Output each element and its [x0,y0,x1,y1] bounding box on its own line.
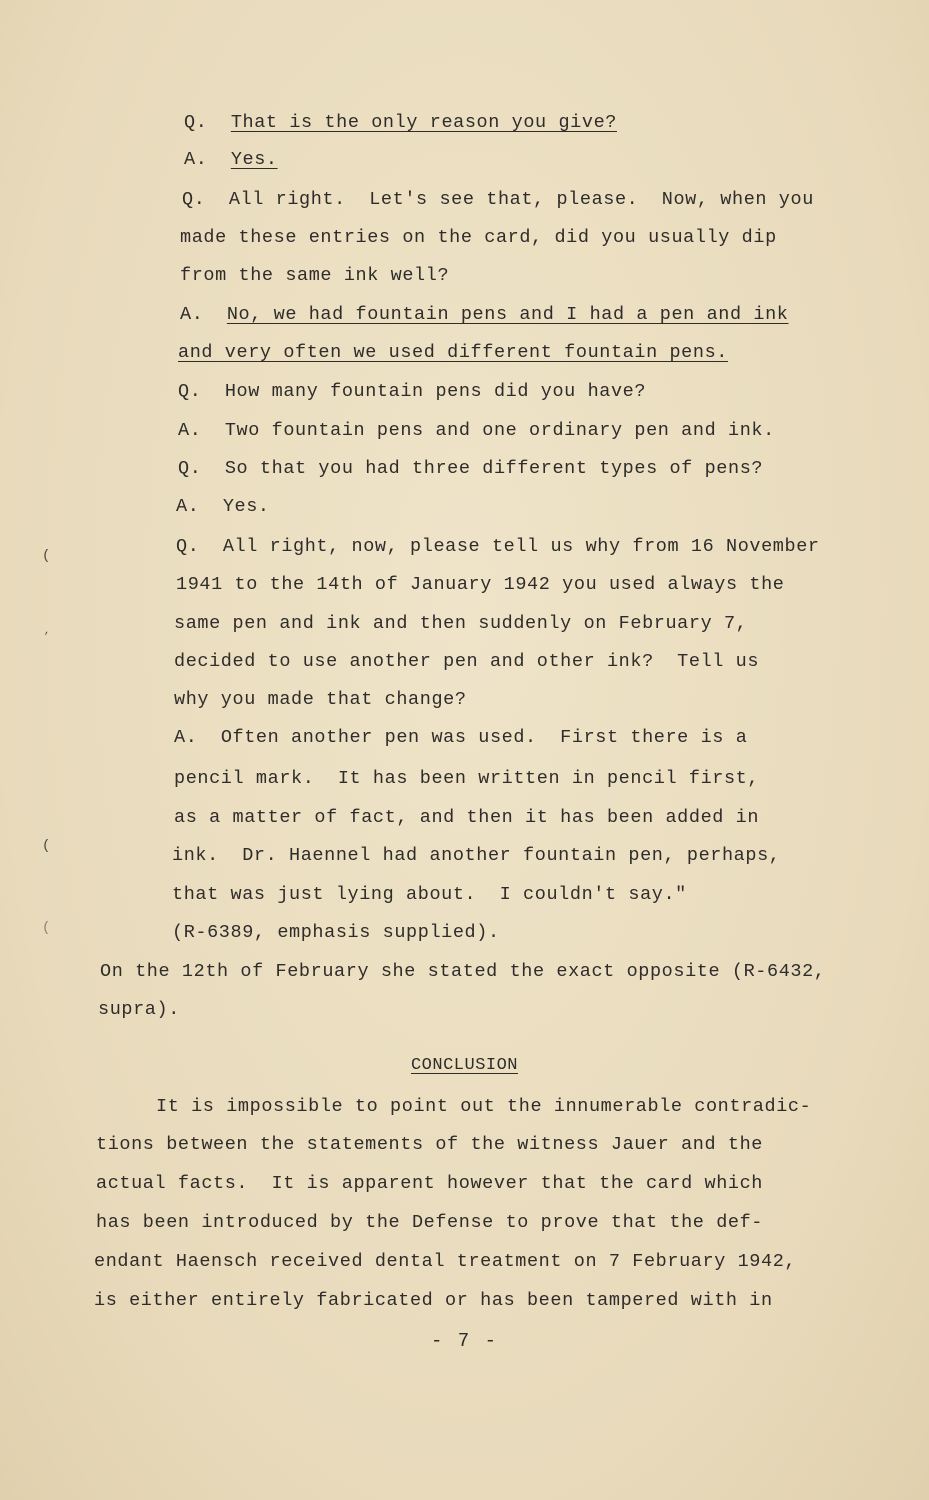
margin-speck: , [44,626,51,637]
page-number: - 7 - [430,1330,498,1352]
conclusion-line: It is impossible to point out the innumerable contradic- [156,1096,812,1117]
body-text-line: On the 12th of February she stated the exact opposite (R-6432, [100,961,826,982]
transcript-line: decided to use another pen and other ink? Tell us [174,651,760,672]
transcript-line: ink. Dr. Haennel had another fountain pen, perhaps, [172,845,781,866]
transcript-line: same pen and ink and then suddenly on February 7, [174,613,748,634]
conclusion-line: endant Haensch received dental treatment on 7 February 1942, [94,1251,797,1272]
transcript-line: 1941 to the 14th of January 1942 you used always the [176,574,785,595]
transcript-line-a5: A. Often another pen was used. First there is a [174,727,748,748]
margin-speck: ( [42,838,51,854]
transcript-line: made these entries on the card, did you usually dip [180,227,777,248]
transcript-line: that was just lying about. I couldn't say." [172,884,687,905]
transcript-citation: (R-6389, emphasis supplied). [172,922,500,943]
transcript-line-a1: A. Yes. [184,149,278,170]
transcript-line: and very often we used different fountain pens. [178,342,728,363]
transcript-line-q4: Q. So that you had three different types of pens? [178,458,764,479]
transcript-line: why you made that change? [174,689,467,710]
conclusion-line: actual facts. It is apparent however that the card which [96,1173,764,1194]
transcript-line: pencil mark. It has been written in pencil first, [174,768,760,789]
body-text-line: supra). [98,999,180,1020]
transcript-line-a3: A. Two fountain pens and one ordinary pen and ink. [178,420,775,441]
transcript-line-a2: A. No, we had fountain pens and I had a pen and ink [180,304,789,325]
conclusion-line: tions between the statements of the witness Jauer and the [96,1134,764,1155]
transcript-line-q5: Q. All right, now, please tell us why from 16 November [176,536,820,557]
transcript-line-q2: Q. All right. Let's see that, please. Now, when you [182,189,814,210]
transcript-line-a4: A. Yes. [176,496,270,517]
transcript-line: as a matter of fact, and then it has been added in [174,807,760,828]
conclusion-line: has been introduced by the Defense to prove that the def- [96,1212,764,1233]
transcript-line-q3: Q. How many fountain pens did you have? [178,381,647,402]
conclusion-line: is either entirely fabricated or has been tampered with in [94,1290,773,1311]
section-heading: CONCLUSION [410,1056,519,1075]
margin-speck: ( [42,920,51,936]
margin-speck: ( [42,548,51,564]
transcript-line-q1: Q. That is the only reason you give? [184,112,617,133]
transcript-line: from the same ink well? [180,265,450,286]
